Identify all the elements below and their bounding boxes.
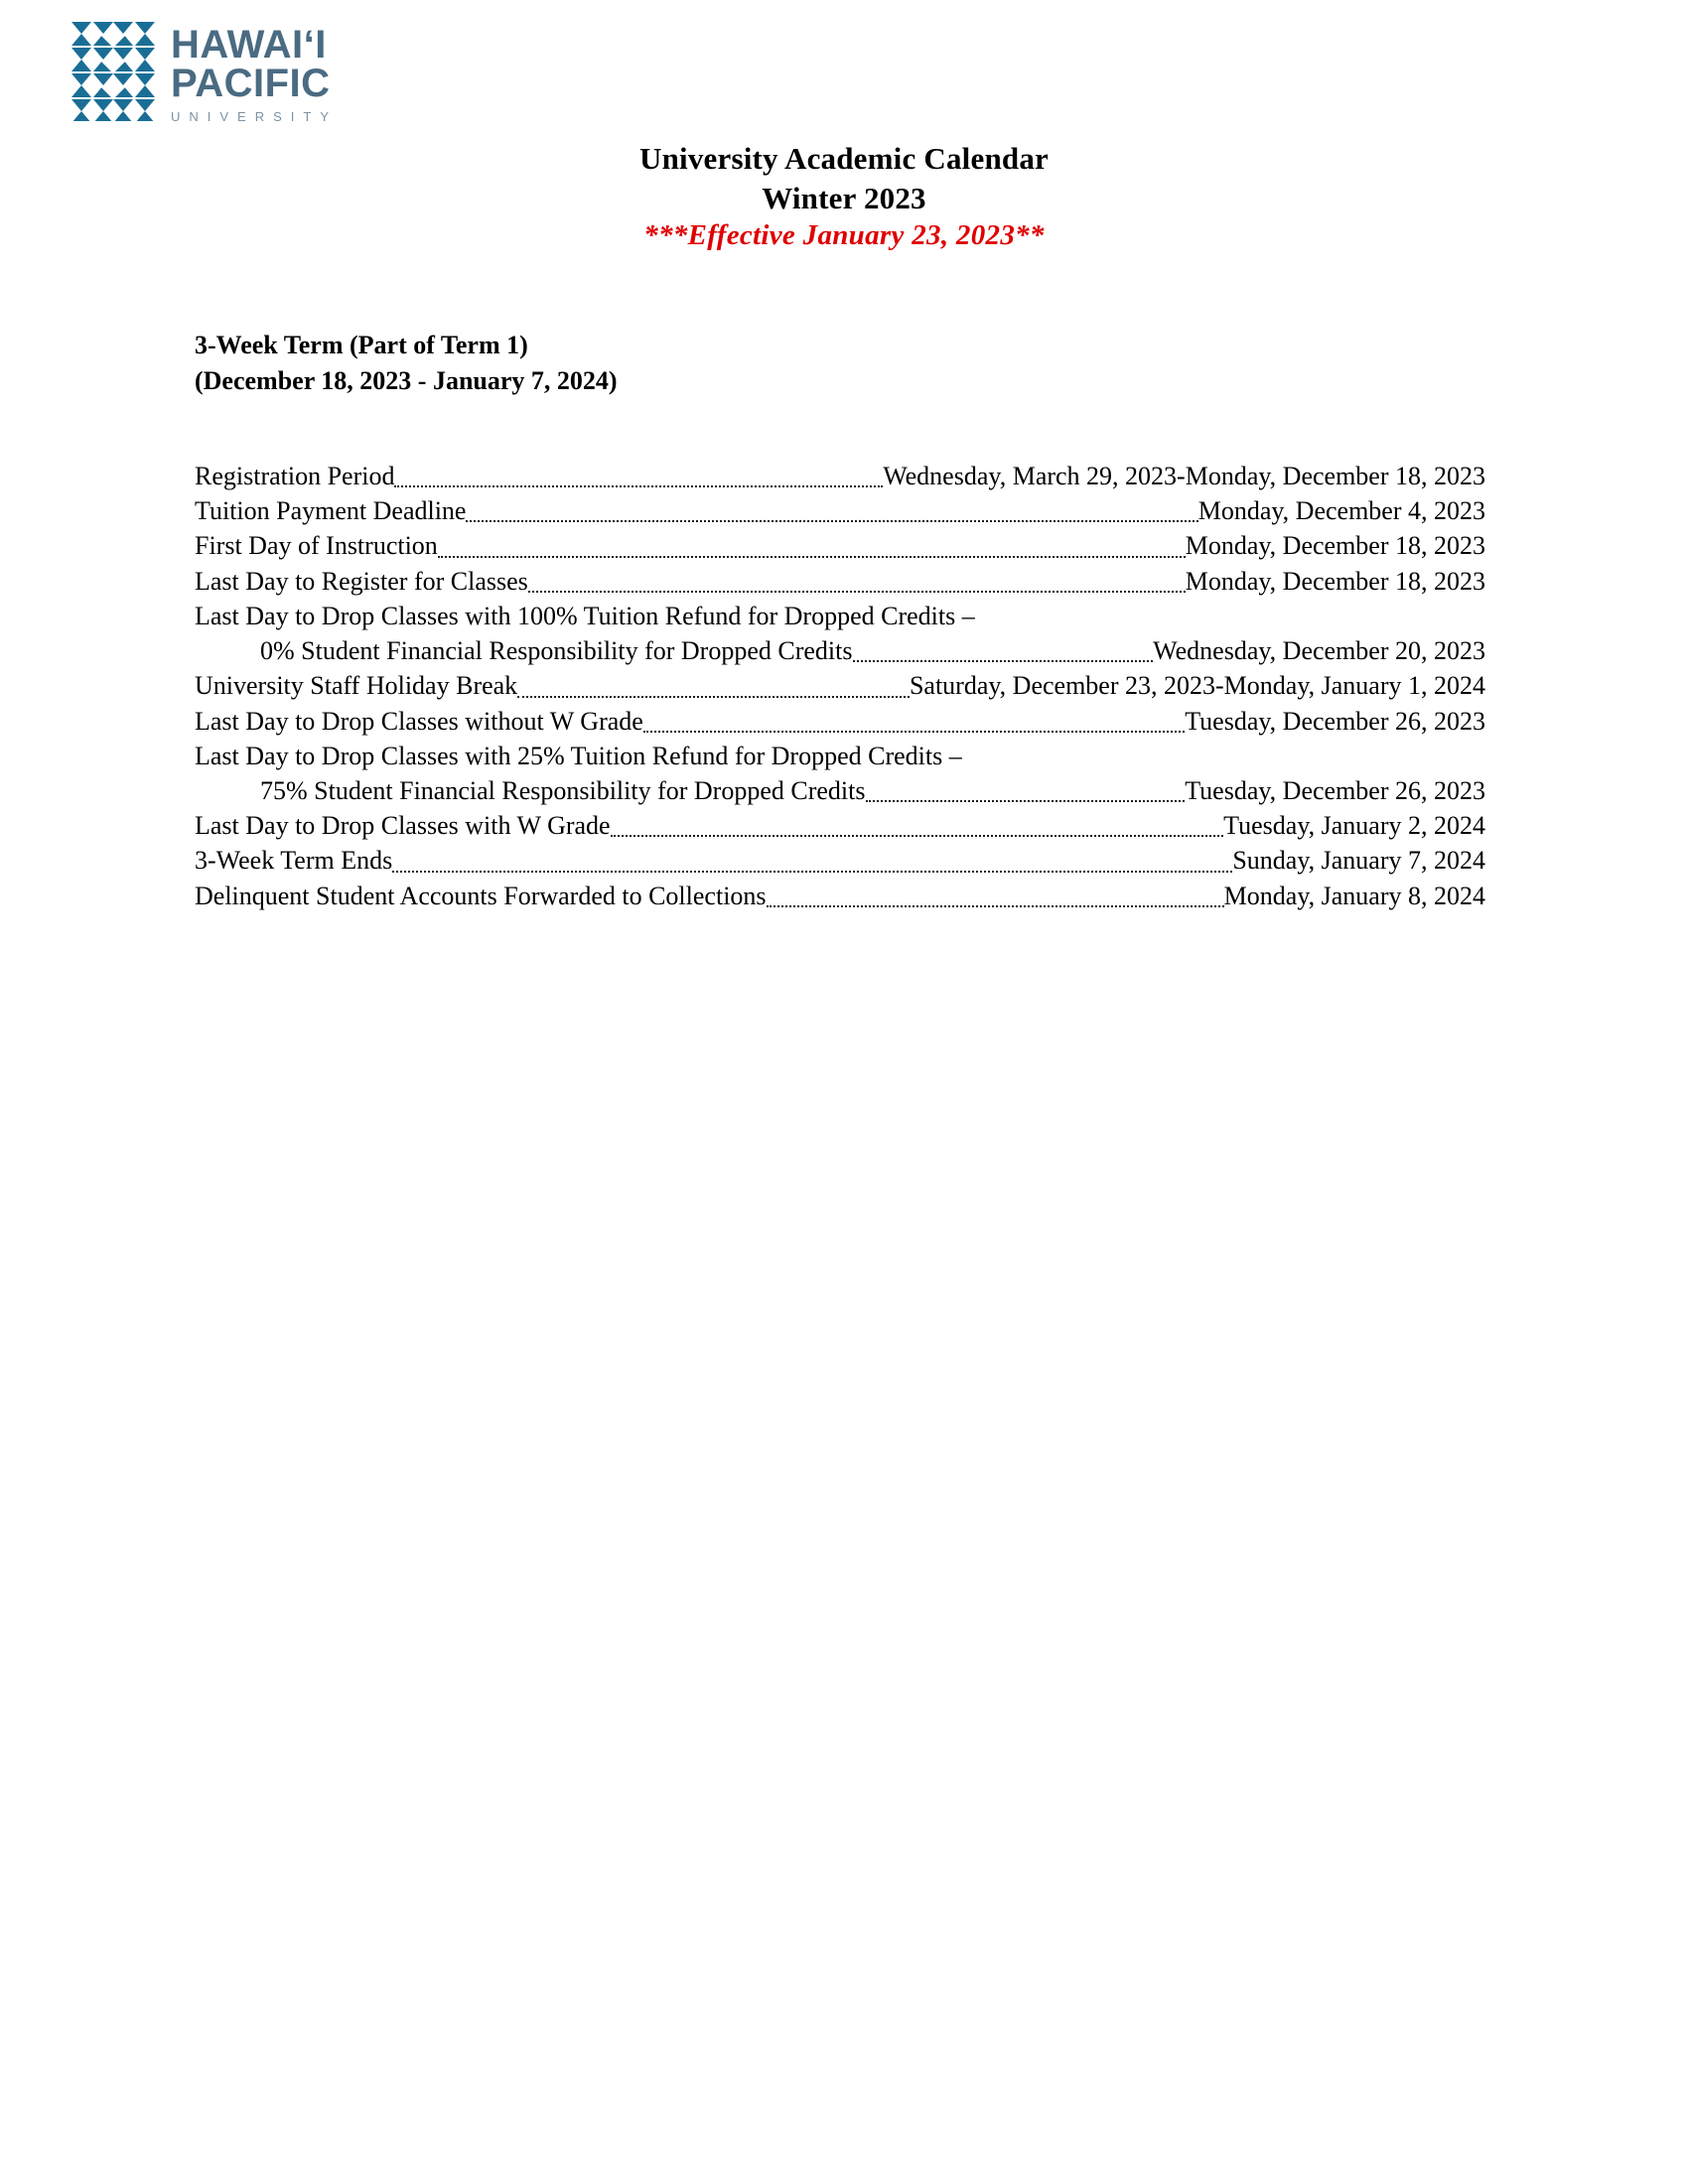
calendar-entry-date: Sunday, January 7, 2024 <box>1232 846 1485 876</box>
calendar-entry-row <box>195 704 1485 739</box>
page-subtitle-term: Winter 2023 <box>762 180 926 215</box>
term-heading-dates: (December 18, 2023 - January 7, 2024) <box>195 365 618 395</box>
calendar-entry-label-line1: Last Day to Drop Classes with 25% Tuition Refund for Dropped Credits – <box>195 741 962 770</box>
dot-leader <box>611 834 1224 837</box>
calendar-entry-row <box>195 668 1485 703</box>
term-heading <box>195 328 618 399</box>
calendar-entry-row <box>195 843 1485 878</box>
page-title-block <box>0 139 1688 255</box>
calendar-entry-label: 3-Week Term Ends <box>195 846 393 876</box>
calendar-entry-date: Monday, December 18, 2023 <box>1185 566 1485 596</box>
calendar-entry-row-continuation <box>195 633 1485 668</box>
calendar-entry-date: Wednesday, December 20, 2023 <box>1153 636 1485 666</box>
calendar-entry-row <box>195 599 1485 633</box>
calendar-entry-row <box>195 808 1485 843</box>
calendar-entry-date: Wednesday, March 29, 2023-Monday, December 18, 2023 <box>883 462 1485 490</box>
calendar-entry-date: Tuesday, December 26, 2023 <box>1185 775 1485 805</box>
dot-leader <box>528 590 1186 593</box>
hpu-logo-wordmark <box>171 22 338 124</box>
calendar-entry-label: Last Day to Register for Classes <box>195 566 528 596</box>
dot-leader <box>466 519 1197 522</box>
dot-leader <box>392 870 1232 873</box>
logo-text-university: UNIVERSITY <box>171 109 339 125</box>
hpu-logo-mark-icon <box>71 22 155 121</box>
calendar-entry-row-continuation <box>195 773 1485 808</box>
calendar-entry-label: First Day of Instruction <box>195 531 438 561</box>
calendar-entry-label-line1: Last Day to Drop Classes with 100% Tuition Refund for Dropped Credits – <box>195 601 975 630</box>
dot-leader <box>643 730 1185 733</box>
calendar-entry-label: Tuition Payment Deadline <box>195 496 467 526</box>
dot-leader <box>866 799 1186 802</box>
calendar-entry-date: Monday, January 8, 2024 <box>1223 881 1485 910</box>
calendar-entry-date: Monday, December 18, 2023 <box>1185 531 1485 561</box>
calendar-entry-row <box>195 739 1485 773</box>
page-title: University Academic Calendar <box>639 141 1049 176</box>
calendar-entry-label: Delinquent Student Accounts Forwarded to Collections <box>195 881 767 910</box>
calendar-entry-date: Tuesday, December 26, 2023 <box>1185 706 1485 736</box>
logo-text-pacific: PACIFIC <box>171 62 331 106</box>
dot-leader <box>517 695 910 698</box>
dot-leader <box>438 555 1186 558</box>
logo-text-hawaii: HAWAIʻI <box>171 23 327 67</box>
calendar-entry-row <box>195 564 1485 599</box>
calendar-entry-list <box>195 459 1485 913</box>
calendar-entry-label: University Staff Holiday Break <box>195 671 518 701</box>
calendar-entry-row <box>195 493 1485 528</box>
term-heading-name: 3-Week Term (Part of Term 1) <box>195 331 528 359</box>
calendar-entry-date: Monday, December 4, 2023 <box>1197 496 1485 526</box>
calendar-entry-label-line2: 0% Student Financial Responsibility for Dropped Credits <box>260 636 853 666</box>
dot-leader <box>767 904 1224 907</box>
dot-leader <box>853 659 1154 662</box>
calendar-entry-date: Saturday, December 23, 2023-Monday, January 1, 2024 <box>909 671 1485 701</box>
calendar-entry-label: Last Day to Drop Classes with W Grade <box>195 811 611 841</box>
hpu-logo <box>71 22 338 124</box>
calendar-entry-label-line2: 75% Student Financial Responsibility for Dropped Credits <box>260 775 866 805</box>
calendar-entry-label: Registration Period <box>195 462 395 490</box>
calendar-entry-row <box>195 528 1485 563</box>
calendar-entry-row <box>195 879 1485 913</box>
calendar-entry-row <box>195 459 1485 493</box>
calendar-entry-date: Tuesday, January 2, 2024 <box>1223 811 1485 841</box>
calendar-entry-label: Last Day to Drop Classes without W Grade <box>195 706 643 736</box>
dot-leader <box>394 484 883 487</box>
effective-date-notice: ***Effective January 23, 2023** <box>643 219 1045 252</box>
